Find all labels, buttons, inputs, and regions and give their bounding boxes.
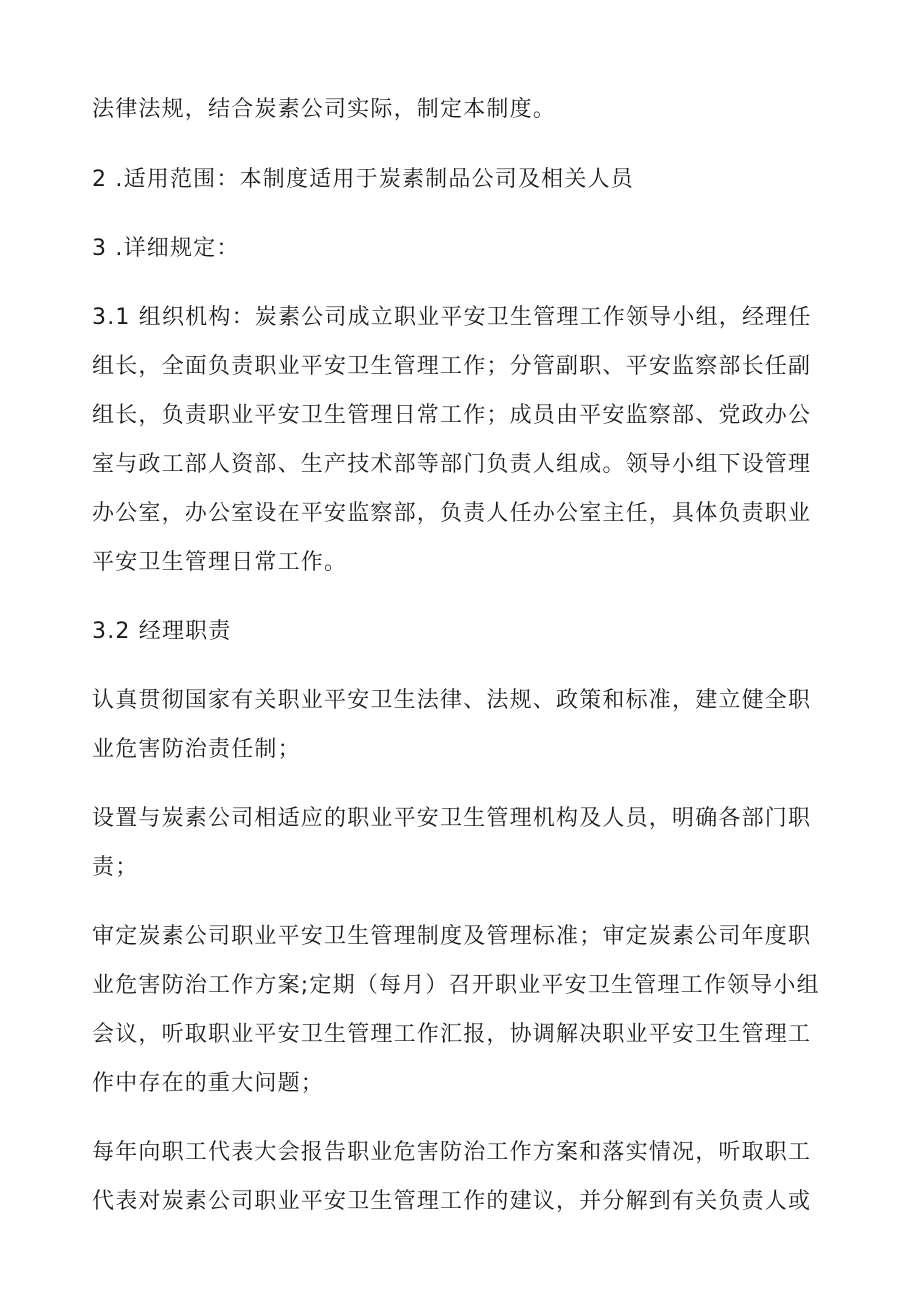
text-line: 组长，全面负责职业平安卫生管理工作；分管副职、平安监察部长任副: [92, 354, 812, 379]
text-line: 平安卫生管理日常工作。: [92, 550, 348, 575]
text-line: 每年向职工代表大会报告职业危害防治工作方案和落实情况，听取职工: [92, 1140, 812, 1165]
section-3-heading: 3 .详细规定：: [92, 236, 240, 261]
text-line: 业危害防治工作方案;定期（每月）召开职业平安卫生管理工作领导小组: [92, 973, 820, 998]
text-line: 责；: [92, 855, 139, 880]
text-line: 作中存在的重大问题；: [92, 1071, 325, 1096]
text-line: 审定炭素公司职业平安卫生管理制度及管理标准；审定炭素公司年度职: [92, 924, 812, 949]
section-3-2-heading: 3.2 经理职责: [92, 619, 232, 644]
text-line: 认真贯彻国家有关职业平安卫生法律、法规、政策和标准，建立健全职: [92, 688, 812, 713]
text-line: 办公室，办公室设在平安监察部，负责人任办公室主任，具体负责职业: [92, 501, 812, 526]
section-2-heading: 2 .适用范围：本制度适用于炭素制品公司及相关人员: [92, 167, 634, 192]
text-line: 设置与炭素公司相适应的职业平安卫生管理机构及人员，明确各部门职: [92, 806, 812, 831]
text-line: 室与政工部人资部、生产技术部等部门负责人组成。领导小组下设管理: [92, 452, 812, 477]
text-line: 法律法规，结合炭素公司实际，制定本制度。: [92, 97, 557, 122]
text-line: 会议，听取职业平安卫生管理工作汇报，协调解决职业平安卫生管理工: [92, 1022, 812, 1047]
text-line: 组长，负责职业平安卫生管理日常工作；成员由平安监察部、党政办公: [92, 403, 812, 428]
section-3-1-line: 3.1 组织机构：炭素公司成立职业平安卫生管理工作领导小组，经理任: [92, 305, 812, 330]
text-line: 业危害防治责任制；: [92, 737, 301, 762]
text-line: 代表对炭素公司职业平安卫生管理工作的建议，并分解到有关负责人或: [92, 1189, 812, 1214]
